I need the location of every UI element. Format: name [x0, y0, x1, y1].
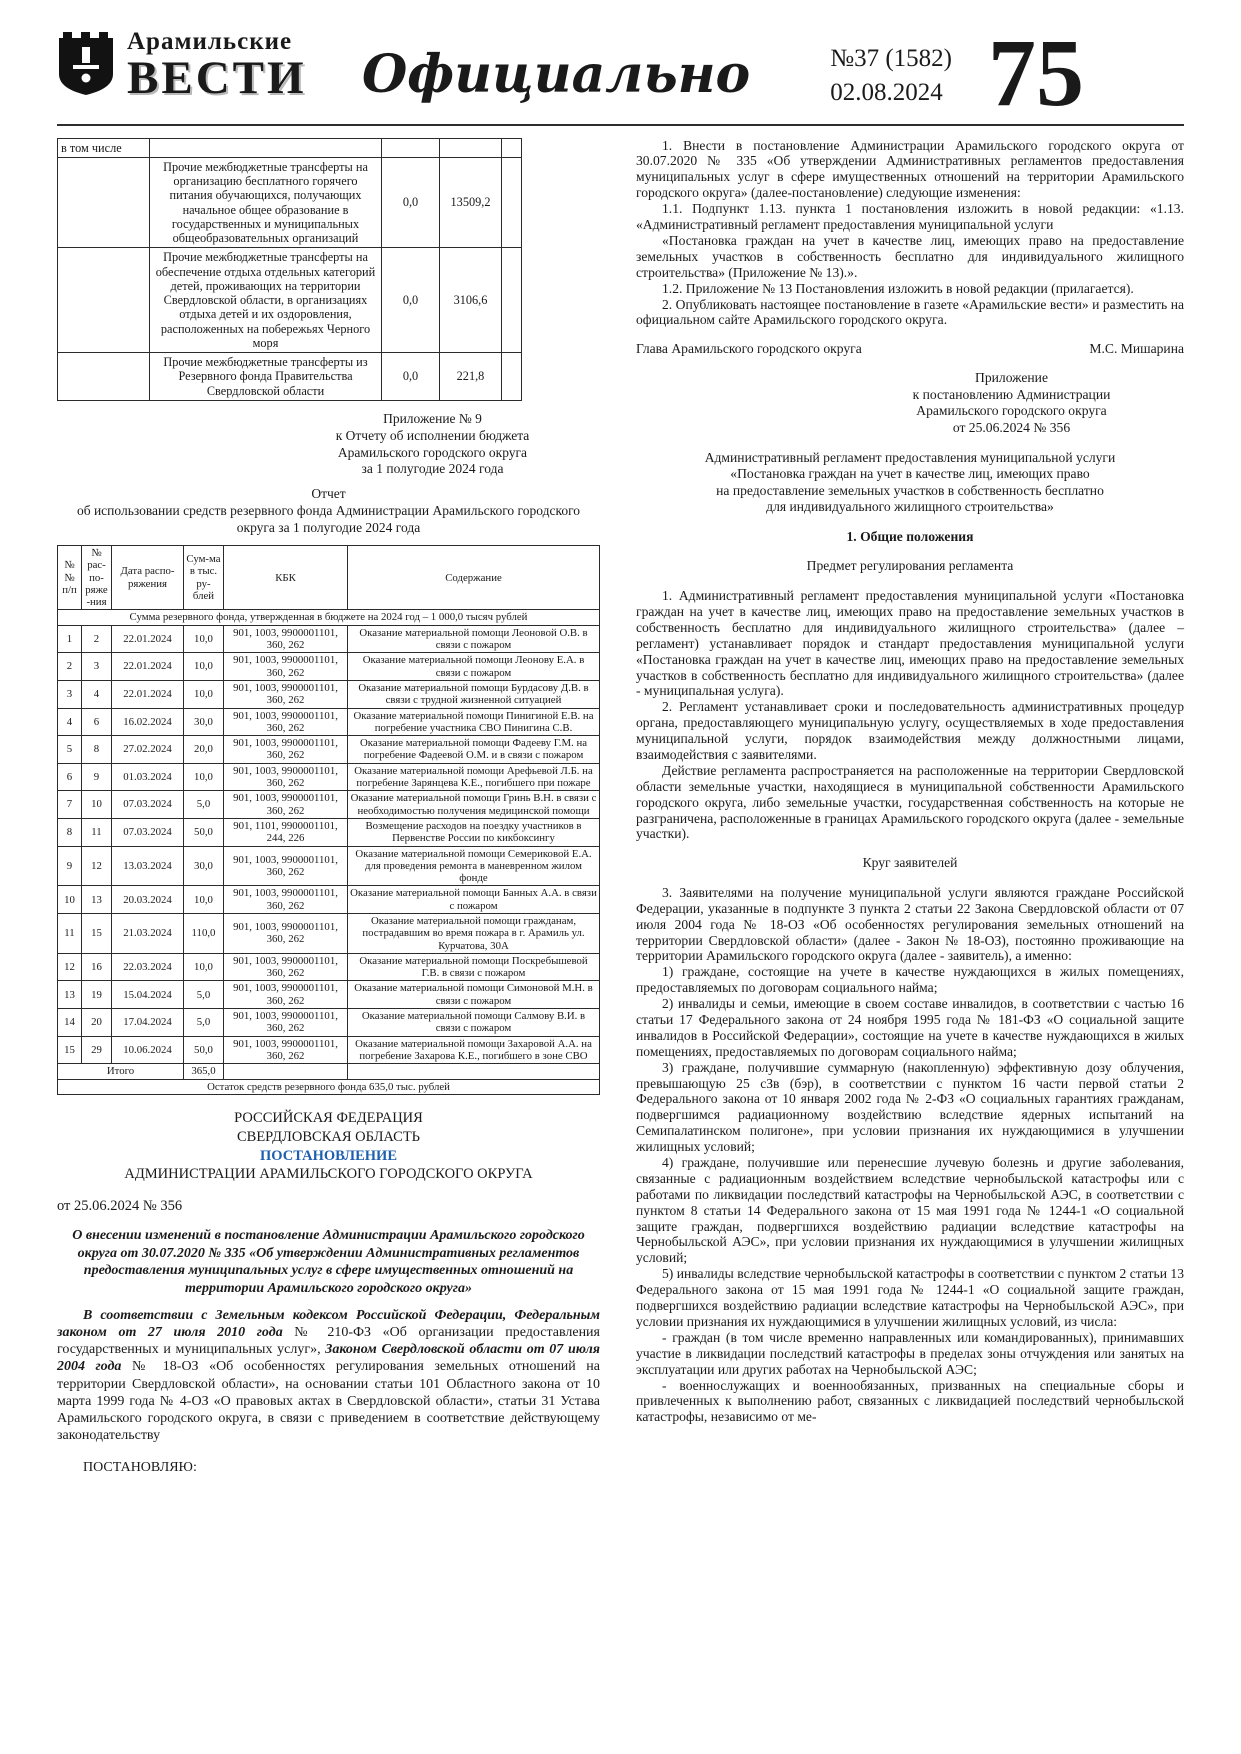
- col-header-kbk: КБК: [224, 545, 348, 609]
- empty-cell: [502, 157, 522, 248]
- empty-cell: [348, 1064, 600, 1079]
- table-row: [58, 680, 600, 708]
- appendix-line: Арамильского городского округа: [337, 444, 528, 460]
- appendix-9-block: [265, 411, 600, 479]
- value-cell: 221,8: [440, 353, 502, 401]
- resolution-subject: О внесении изменений в постановление Администрации Арамильского городского округа от 30.07.2020 № 335 «Об утверждении Административных регламентов предоставления муниципальных услуг в сфере имущественных отношений на территории Арамильского городского округа»: [72, 1228, 585, 1296]
- row-number-cell: 11: [58, 913, 82, 953]
- sum-cell: 10,0: [184, 680, 224, 708]
- content-cell: Возмещение расходов на поездку участников в Первенстве России по кикбоксингу: [348, 818, 600, 846]
- centered-line: «Постановка граждан на учет в качестве лиц, имеющих право: [730, 466, 1090, 482]
- order-number-cell: 20: [82, 1009, 112, 1037]
- content-cell: Оказание материальной помощи Гринь В.Н. в связи с необходимостью получения медицинской помощи: [348, 791, 600, 819]
- kbk-cell: 901, 1003, 9900001101, 360, 262: [224, 653, 348, 681]
- date-cell: 22.03.2024: [112, 953, 184, 981]
- kbk-cell: 901, 1003, 9900001101, 360, 262: [224, 625, 348, 653]
- row-number-cell: 8: [58, 818, 82, 846]
- centered-block: [636, 855, 1184, 872]
- row-number-cell: 5: [58, 736, 82, 764]
- row-number-cell: 3: [58, 680, 82, 708]
- row-number-cell: 4: [58, 708, 82, 736]
- table-header-row: [58, 545, 600, 609]
- content-cell: Оказание материальной помощи Бурдасову Д.В. в связи с трудной жизненной ситуацией: [348, 680, 600, 708]
- col-header-sum: Сум-ма в тыс. ру-блей: [184, 545, 224, 609]
- resolution-authority: АДМИНИСТРАЦИИ АРАМИЛЬСКОГО ГОРОДСКОГО ОКРУГА: [124, 1166, 533, 1183]
- signature-row: [636, 341, 1184, 357]
- table-row: [58, 157, 522, 248]
- resolution-body-run: № 18-ОЗ «Об особенностях регулирования земельных отношений на территории Свердловской области», на основании статьи 101 Областного закона от 10 марта 1999 года № 4-ОЗ «О правовых актах в Свердловской области», статьи 31 Устава Арамильского городского округа, в связи с приведением в соответствие действующему законодательству: [57, 1359, 600, 1443]
- centered-block: [636, 450, 1184, 516]
- appendix-line: к постановлению Администрации: [912, 386, 1111, 402]
- total-label: Итого: [58, 1064, 184, 1079]
- transfer-description: Прочие межбюджетные трансферты из Резервного фонда Правительства Свердловской области: [150, 353, 382, 401]
- content-cell: Оказание материальной помощи Леонову Е.А. в связи с пожаром: [348, 653, 600, 681]
- resolution-body-run: Законом Свердловской области от 07 июля 2004 года: [57, 1342, 600, 1375]
- paragraph: 1.1. Подпункт 1.13. пункта 1 постановления изложить в новой редакции: «1.13. «Административный регламент предоставления муниципальной услуги: [636, 201, 1184, 233]
- appendix-line: за 1 полугодие 2024 года: [361, 461, 504, 477]
- resolution-region: СВЕРДЛОВСКАЯ ОБЛАСТЬ: [236, 1128, 421, 1145]
- date-cell: 21.03.2024: [112, 913, 184, 953]
- table-row: [58, 763, 600, 791]
- order-number-cell: 12: [82, 846, 112, 886]
- brand-top-label: Арамильские: [127, 28, 293, 55]
- empty-cell: [150, 138, 382, 157]
- centered-line: Круг заявителей: [862, 855, 958, 871]
- resolution-date-number: от 25.06.2024 № 356: [57, 1198, 183, 1215]
- appendix-line: от 25.06.2024 № 356: [952, 420, 1071, 436]
- date-cell: 15.04.2024: [112, 981, 184, 1009]
- sum-cell: 10,0: [184, 625, 224, 653]
- order-number-cell: 29: [82, 1036, 112, 1064]
- paragraph: 1. Административный регламент предоставления муниципальной услуги «Постановка граждан на учет в качестве лиц, имеющих право на предоставление земельных участков в собственность бесплатно для индивидуального жилищного строительства» (далее – регламент) устанавливает порядок и стандарт предоставления муниципальной услуги «Постановка граждан на учет в качестве лиц, имеющих право на предоставление земельных участков в собственность бесплатно для индивидуального жилищного строительства» (далее - муниципальная услуга).: [636, 588, 1184, 699]
- paragraph: - военнослужащих и военнообязанных, призванных на специальные сборы и привлеченных к выполнению работ, связанных с ликвидацией последствий чернобыльской катастрофы, независимо от ме-: [636, 1377, 1184, 1425]
- order-number-cell: 8: [82, 736, 112, 764]
- masthead: [57, 19, 1184, 126]
- table-row: [58, 846, 600, 886]
- section-title: Официально: [362, 44, 751, 105]
- empty-cell: [502, 248, 522, 353]
- empty-cell: [440, 138, 502, 157]
- col-header-date: Дата распо-ряжения: [112, 545, 184, 609]
- order-number-cell: 9: [82, 763, 112, 791]
- page-number: 75: [988, 19, 1084, 126]
- sum-cell: 5,0: [184, 1009, 224, 1037]
- appendix-line: к Отчету об исполнении бюджета: [335, 427, 530, 443]
- table-row: [58, 791, 600, 819]
- section-heading: 1. Общие положения: [846, 528, 974, 544]
- empty-cell: [58, 248, 150, 353]
- kbk-cell: 901, 1003, 9900001101, 360, 262: [224, 846, 348, 886]
- newspaper-brand: [57, 28, 322, 104]
- kbk-cell: 901, 1003, 9900001101, 360, 262: [224, 913, 348, 953]
- paragraph: 5) инвалиды вследствие чернобыльской катастрофы в соответствии с пунктом 2 статьи 13 Федерального закона от 15 мая 1991 года № 1244-1 «О социальной защите граждан, подвергшихся воздействию радиации вследствие катастрофы на Чернобыльской АЭС», при условии признания их нуждающимися в улучшении жилищных условий, из числа:: [636, 1266, 1184, 1329]
- paragraph: 2. Регламент устанавливает сроки и последовательность административных процедур органа, предоставляющего муниципальную услугу, осуществляемых в ходе предоставления муниципальной услуги, порядок взаимодействия между должностными лицами, взаимодействия с заявителями.: [636, 699, 1184, 762]
- table-row: [58, 248, 522, 353]
- left-column: [57, 138, 600, 1476]
- centered-block: [636, 558, 1184, 575]
- date-cell: 17.04.2024: [112, 1009, 184, 1037]
- resolution-body: [57, 1307, 600, 1444]
- paragraph: 2) инвалиды и семьи, имеющие в своем составе инвалидов, в соответствии с частью 16 статьи 17 Федерального закона от 24 ноября 1995 года № 181-ФЗ «О социальной защите инвалидов в Российской Федерации», состоящие на учете в качестве нуждающихся в жилых помещениях, предоставляемых по договорам социального найма;: [636, 996, 1184, 1059]
- order-number-cell: 10: [82, 791, 112, 819]
- sum-cell: 50,0: [184, 1036, 224, 1064]
- order-number-cell: 19: [82, 981, 112, 1009]
- row-number-cell: 13: [58, 981, 82, 1009]
- table-caption-row: [58, 138, 522, 157]
- content-cell: Оказание материальной помощи Поскребышевой Г.В. в связи с пожаром: [348, 953, 600, 981]
- sum-cell: 30,0: [184, 708, 224, 736]
- paragraph: - граждан (в том числе временно направленных или командированных), принимавших участие в ликвидации последствий катастрофы в пределах зоны отчуждения или занятых на эксплуатации или других работах на Чернобыльской АЭС;: [636, 1329, 1184, 1377]
- table-row: [58, 1036, 600, 1064]
- paragraph: 3) граждане, получившие суммарную (накопленную) эффективную дозу облучения, превышающую 25 сЗв (бэр), в соответствии с пунктом 16 части первой статьи 2 Федерального закона от 10 января 2002 года № 2-ФЗ «О социальных гарантиях гражданам, подвергшимся радиационному воздействию вследствие ядерных испытаний на Семипалатинском полигоне», при условии признания их нуждающимися в улучшении жилищных условий;: [636, 1059, 1184, 1155]
- issue-date: 02.08.2024: [830, 78, 943, 106]
- sum-cell: 50,0: [184, 818, 224, 846]
- date-cell: 22.01.2024: [112, 625, 184, 653]
- table-row: [58, 886, 600, 914]
- row-number-cell: 14: [58, 1009, 82, 1037]
- row-number-cell: 12: [58, 953, 82, 981]
- kbk-cell: 901, 1003, 9900001101, 360, 262: [224, 1009, 348, 1037]
- brand-bottom-label: ВЕСТИ: [127, 52, 307, 104]
- date-cell: 07.03.2024: [112, 818, 184, 846]
- kbk-cell: 901, 1003, 9900001101, 360, 262: [224, 680, 348, 708]
- resolution-body-run: № 210-ФЗ «Об организации предоставления государственных и муниципальных услуг»,: [57, 1325, 600, 1358]
- date-cell: 13.03.2024: [112, 846, 184, 886]
- value-cell: 3106,6: [440, 248, 502, 353]
- row-number-cell: 15: [58, 1036, 82, 1064]
- row-number-cell: 7: [58, 791, 82, 819]
- centered-line: Административный регламент предоставления муниципальной услуги: [704, 449, 1116, 465]
- value-cell: 13509,2: [440, 157, 502, 248]
- empty-cell: [382, 138, 440, 157]
- order-number-cell: 6: [82, 708, 112, 736]
- empty-cell: [58, 353, 150, 401]
- report-title: [67, 486, 590, 537]
- report-title-line: об использовании средств резервного фонда Администрации Арамильского городского округа за 1 полугодие 2024 года: [76, 503, 581, 536]
- order-number-cell: 4: [82, 680, 112, 708]
- issue-number: №37 (1582): [830, 45, 952, 72]
- centered-line: для индивидуального жилищного строительства»: [766, 499, 1054, 515]
- order-number-cell: 2: [82, 625, 112, 653]
- date-cell: 16.02.2024: [112, 708, 184, 736]
- content-cell: Оказание материальной помощи Семериковой Е.А. для проведения ремонта в маневренном жилом фонде: [348, 846, 600, 886]
- order-number-cell: 11: [82, 818, 112, 846]
- table-row: [58, 913, 600, 953]
- content-columns: [57, 126, 1184, 1476]
- date-cell: 22.01.2024: [112, 680, 184, 708]
- empty-cell: [58, 157, 150, 248]
- newspaper-title: [127, 28, 307, 104]
- issue-info: [830, 42, 952, 110]
- table-row: [58, 736, 600, 764]
- signature-name: М.С. Мишарина: [1089, 341, 1184, 357]
- table-row: [58, 625, 600, 653]
- table-caption: в том числе: [58, 138, 150, 157]
- paragraph: 4) граждане, получившие или перенесшие лучевую болезнь и другие заболевания, связанные с радиационным воздействием вследствие чернобыльской катастрофы или с работами по ликвидации последствий катастрофы на Чернобыльской АЭС, в соответствии с пунктом 8 статьи 14 Федерального закона от 15 мая 1991 года № 1244-1 «О социальной защите граждан, подвергшихся воздействию радиации вследствие катастрофы на Чернобыльской АЭС», при условии признания их нуждающимися в улучшении жилищных условий;: [636, 1155, 1184, 1266]
- budget-transfers-table: [57, 138, 522, 401]
- signature-title: Глава Арамильского городского округа: [636, 341, 862, 357]
- kbk-cell: 901, 1101, 9900001101, 244, 226: [224, 818, 348, 846]
- table-row: [58, 818, 600, 846]
- resolution-body-run: В соответствии с Земельным кодексом Российской Федерации, Федеральным законом от 27 июля 2010 года: [57, 1308, 600, 1341]
- sum-cell: 5,0: [184, 791, 224, 819]
- value-cell: 0,0: [382, 248, 440, 353]
- transfer-description: Прочие межбюджетные трансферты на организацию бесплатного горячего питания обучающихся, получающих начальное общее образование в государственных и муниципальных общеобразовательных организаций: [150, 157, 382, 248]
- kbk-cell: 901, 1003, 9900001101, 360, 262: [224, 763, 348, 791]
- date-cell: 20.03.2024: [112, 886, 184, 914]
- value-cell: 0,0: [382, 157, 440, 248]
- empty-cell: [502, 138, 522, 157]
- fund-remainder-note: Остаток средств резервного фонда 635,0 тыс. рублей: [58, 1079, 600, 1094]
- appendix-line: Приложение № 9: [383, 410, 482, 426]
- content-cell: Оказание материальной помощи гражданам, пострадавшим во время пожара в г. Арамиль ул. Курчатова, 30А: [348, 913, 600, 953]
- order-number-cell: 3: [82, 653, 112, 681]
- table-row: [58, 708, 600, 736]
- content-cell: Оказание материальной помощи Арефьевой Л.Б. на погребение Зарянцева К.Е., погибшего при пожаре: [348, 763, 600, 791]
- kbk-cell: 901, 1003, 9900001101, 360, 262: [224, 953, 348, 981]
- total-value: 365,0: [184, 1064, 224, 1079]
- date-cell: 01.03.2024: [112, 763, 184, 791]
- table-subheader-row: [58, 610, 600, 625]
- paragraph: 1.2. Приложение № 13 Постановления изложить в новой редакции (прилагается).: [662, 280, 1134, 296]
- centered-line: на предоставление земельных участков в собственность бесплатно: [716, 482, 1104, 498]
- col-header-content: Содержание: [348, 545, 600, 609]
- row-number-cell: 9: [58, 846, 82, 886]
- appendix-block: [839, 370, 1184, 436]
- paragraph: 3. Заявителями на получение муниципальной услуги являются граждане Российской Федерации, указанные в подпункте 3 пункта 2 статьи 22 Закона Свердловской области от 07 июля 2004 года № 18-ОЗ «Об особенностях регулирования земельных отношений на территории Свердловской области» (далее - Закон № 18-ОЗ), постоянно проживающие на территории Арамильского городского округа (далее - заявитель), а именно:: [636, 884, 1184, 964]
- row-number-cell: 2: [58, 653, 82, 681]
- content-cell: Оказание материальной помощи Фадееву Г.М. на погребение Фадеевой О.М. и в связи с пожаром: [348, 736, 600, 764]
- col-header-num: №№ п/п: [58, 545, 82, 609]
- kbk-cell: 901, 1003, 9900001101, 360, 262: [224, 736, 348, 764]
- sum-cell: 20,0: [184, 736, 224, 764]
- row-number-cell: 6: [58, 763, 82, 791]
- table-total-row: [58, 1064, 600, 1079]
- col-header-order: № рас-по-ряже-ния: [82, 545, 112, 609]
- empty-cell: [502, 353, 522, 401]
- date-cell: 10.06.2024: [112, 1036, 184, 1064]
- sum-cell: 10,0: [184, 886, 224, 914]
- centered-line: Предмет регулирования регламента: [806, 558, 1014, 574]
- order-number-cell: 16: [82, 953, 112, 981]
- fund-sum-note: Сумма резервного фонда, утвержденная в бюджете на 2024 год – 1 000,0 тысяч рублей: [58, 610, 600, 625]
- sum-cell: 110,0: [184, 913, 224, 953]
- appendix-line: Арамильского городского округа: [916, 403, 1107, 419]
- kbk-cell: 901, 1003, 9900001101, 360, 262: [224, 886, 348, 914]
- right-column: [636, 138, 1184, 1476]
- transfer-description: Прочие межбюджетные трансферты на обеспечение отдыха отдельных категорий детей, проживающих на территории Свердловской области, в организациях отдыха детей и их оздоровления, расположенных на побережьях Черного моря: [150, 248, 382, 353]
- empty-cell: [224, 1064, 348, 1079]
- row-number-cell: 10: [58, 886, 82, 914]
- resolution-country: РОССИЙСКАЯ ФЕДЕРАЦИЯ: [234, 1109, 423, 1126]
- content-cell: Оказание материальной помощи Захаровой А.А. на погребение Захарова К.Е., погибшего в зоне СВО: [348, 1036, 600, 1064]
- report-title-line: Отчет: [311, 486, 346, 502]
- value-cell: 0,0: [382, 353, 440, 401]
- right-column-flow: [636, 138, 1184, 1426]
- paragraph: 2. Опубликовать настоящее постановление в газете «Арамильские вести» и разместить на официальном сайте Арамильского городского округа.: [636, 296, 1184, 328]
- kbk-cell: 901, 1003, 9900001101, 360, 262: [224, 791, 348, 819]
- appendix-line: Приложение: [975, 370, 1048, 386]
- table-row: [58, 653, 600, 681]
- table-footer-row: [58, 1079, 600, 1094]
- paragraph: «Постановка граждан на учет в качестве лиц, имеющих право на предоставление земельных участков в собственность бесплатно для индивидуального жилищного строительства» (Приложение № 13).».: [636, 232, 1184, 280]
- kbk-cell: 901, 1003, 9900001101, 360, 262: [224, 1036, 348, 1064]
- order-number-cell: 13: [82, 886, 112, 914]
- kbk-cell: 901, 1003, 9900001101, 360, 262: [224, 981, 348, 1009]
- table-row: [58, 1009, 600, 1037]
- date-cell: 27.02.2024: [112, 736, 184, 764]
- content-cell: Оказание материальной помощи Банных А.А. в связи с пожаром: [348, 886, 600, 914]
- resolution-decree: ПОСТАНОВЛЯЮ:: [83, 1459, 197, 1475]
- content-cell: Оказание материальной помощи Салмову В.И. в связи с пожаром: [348, 1009, 600, 1037]
- content-cell: Оказание материальной помощи Леоновой О.В. в связи с пожаром: [348, 625, 600, 653]
- content-cell: Оказание материальной помощи Пинигиной Е.В. на погребение участника СВО Пинигина С.В.: [348, 708, 600, 736]
- paragraph: Действие регламента распространяется на расположенные на территории Свердловской области земельные участки, находящиеся в муниципальной собственности Арамильского городского округа, либо земельные участки, государственная собственность на которые не разграничена, расположенные в границах Арамильского городского округа (далее - земельные участки).: [636, 762, 1184, 842]
- table-row: [58, 981, 600, 1009]
- sum-cell: 10,0: [184, 653, 224, 681]
- order-number-cell: 15: [82, 913, 112, 953]
- table-row: [58, 953, 600, 981]
- resolution-type: ПОСТАНОВЛЕНИЕ: [259, 1147, 397, 1164]
- paragraph: 1. Внести в постановление Администрации Арамильского городского округа от 30.07.2020 № 335 «Об утверждении Административных регламентов предоставления муниципальных услуг в сфере имущественных отношений на территории Арамильского городского округа» (далее-постановление) следующие изменения:: [636, 137, 1184, 201]
- reserve-fund-table: [57, 545, 600, 1095]
- city-crest-icon: [57, 32, 115, 96]
- sum-cell: 10,0: [184, 763, 224, 791]
- sum-cell: 10,0: [184, 953, 224, 981]
- kbk-cell: 901, 1003, 9900001101, 360, 262: [224, 708, 348, 736]
- sum-cell: 5,0: [184, 981, 224, 1009]
- paragraph: 1) граждане, состоящие на учете в качестве нуждающихся в жилых помещениях, предоставляемых по договорам социального найма;: [636, 964, 1184, 996]
- sum-cell: 30,0: [184, 846, 224, 886]
- row-number-cell: 1: [58, 625, 82, 653]
- table-row: [58, 353, 522, 401]
- date-cell: 22.01.2024: [112, 653, 184, 681]
- date-cell: 07.03.2024: [112, 791, 184, 819]
- resolution-heading: [57, 1109, 600, 1184]
- content-cell: Оказание материальной помощи Симоновой М.Н. в связи с пожаром: [348, 981, 600, 1009]
